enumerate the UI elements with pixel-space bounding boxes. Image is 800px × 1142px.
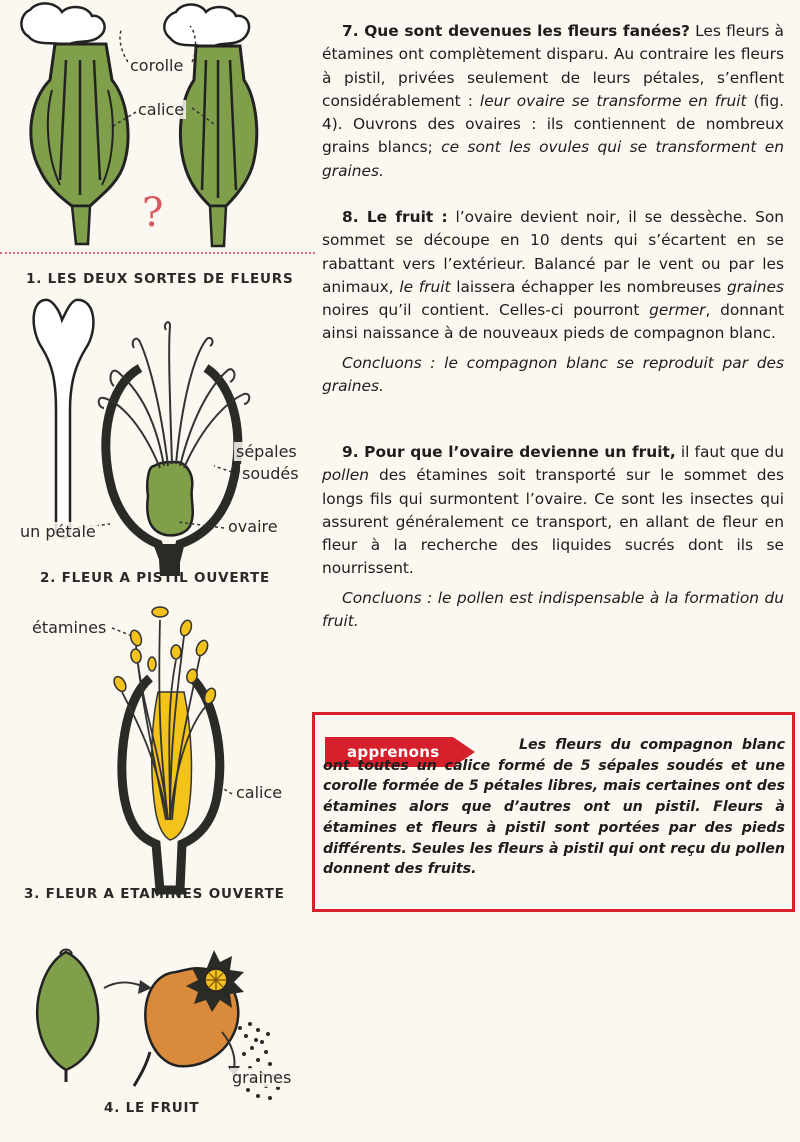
section-9-text-a: il faut que du <box>675 443 785 461</box>
section-9-conclusion: Concluons : le pollen est indispensable à la formation du fruit. <box>322 588 784 631</box>
section-8-em-b: graines <box>726 277 784 296</box>
section-8-text-d: , donnant ainsi naissance à de nouveaux pieds de compagnon blanc. <box>322 301 785 343</box>
apprenons-tag-label: apprenons <box>347 743 440 761</box>
label-sepals-line1: sépales <box>236 442 297 461</box>
section-9-text-b: des étamines soit transporté sur le sommet des longs fils qui surmontent l’ovaire. Ce sont les insectes qui assurent généralement ce transport, en allant de fleur en fleur à la recherche des liquides sucrés dont ils se nourrissent. <box>322 466 784 578</box>
section-9-heading: 9. Pour que l’ovaire devienne un fruit, <box>342 443 676 461</box>
section-9 <box>322 441 784 633</box>
section-7-text-a: Les fleurs à étamines ont complètement disparu. Au contraire les fleurs à pistil, privées seulement de leurs pétales, s’enflent considérablement : <box>322 22 784 110</box>
section-8-text-b: laissera échapper les nombreuses <box>450 277 727 296</box>
label-calyx: calice <box>138 100 185 119</box>
figure-fruit <box>0 940 320 1140</box>
label-calyx-3: calice <box>236 783 283 802</box>
figure-4-caption: 4. LE FRUIT <box>104 1100 200 1116</box>
section-7-heading: 7. Que sont devenues les fleurs fanées? <box>342 22 690 40</box>
section-9-em-a: pollen <box>322 466 369 485</box>
figure-pistil-flower <box>0 290 320 590</box>
section-8-heading: 8. Le fruit : <box>342 208 448 226</box>
pistil-flower-illustration <box>0 290 320 590</box>
section-7-em-a: leur ovaire se transforme en fruit <box>479 91 747 110</box>
apprenons-summary-box <box>312 712 795 912</box>
section-8-text-c: noires qu’il contient. Celles-ci pourront <box>322 301 650 320</box>
label-sepals-line2: soudés <box>242 464 299 483</box>
figure-2-caption: 2. FLEUR A PISTIL OUVERTE <box>40 570 270 586</box>
label-petal: un pétale <box>20 522 96 541</box>
question-mark: ? <box>142 190 164 236</box>
figure-1-caption: 1. LES DEUX SORTES DE FLEURS <box>26 271 294 287</box>
label-corolla: corolle <box>130 56 184 75</box>
section-7-em-b: ce sont les ovules qui se transforment en graines. <box>322 138 784 180</box>
figure-3-caption: 3. FLEUR A ETAMINES OUVERTE <box>24 886 285 902</box>
section-7-text-b: (fig. 4). Ouvrons des ovaires : ils contiennent de nombreux grains blancs; <box>322 91 784 157</box>
label-ovary: ovaire <box>228 517 278 536</box>
two-flowers-illustration <box>0 0 320 300</box>
section-8-text-a: l’ovaire devient noir, il se dessèche. Son sommet se découpe en 10 dents qui s’écartent en se rabattant vers l’extérieur. Balancé par le vent ou par les animaux, <box>322 208 785 296</box>
label-stamens: étamines <box>32 618 107 637</box>
section-7 <box>322 20 784 183</box>
stamen-flower-illustration <box>0 600 320 910</box>
section-8-em-a: le fruit <box>399 277 451 296</box>
figure-two-flower-types <box>0 0 320 300</box>
label-seeds: graines <box>232 1068 292 1087</box>
dotted-separator <box>0 252 315 254</box>
figure-stamen-flower <box>0 600 320 910</box>
section-8-conclusion: Concluons : le compagnon blanc se reproduit par des graines. <box>322 353 784 396</box>
section-7-paragraph <box>322 20 784 183</box>
section-8 <box>322 206 784 398</box>
apprenons-text: Les fleurs du compagnon blanc ont toutes un calice formé de 5 sépales soudés et une corolle formée de 5 pétales libres, mais certaines ont des étamines alors que d’autres ont un pistil. Fleurs à étamines et fleurs à pistil sont portées par des pieds différents. Seules les fleurs à pistil qui ont reçu du pollen donnent des fruits. <box>323 737 785 878</box>
section-9-paragraph <box>322 441 784 581</box>
section-8-em-c: germer <box>649 301 706 320</box>
section-8-paragraph <box>322 206 784 346</box>
